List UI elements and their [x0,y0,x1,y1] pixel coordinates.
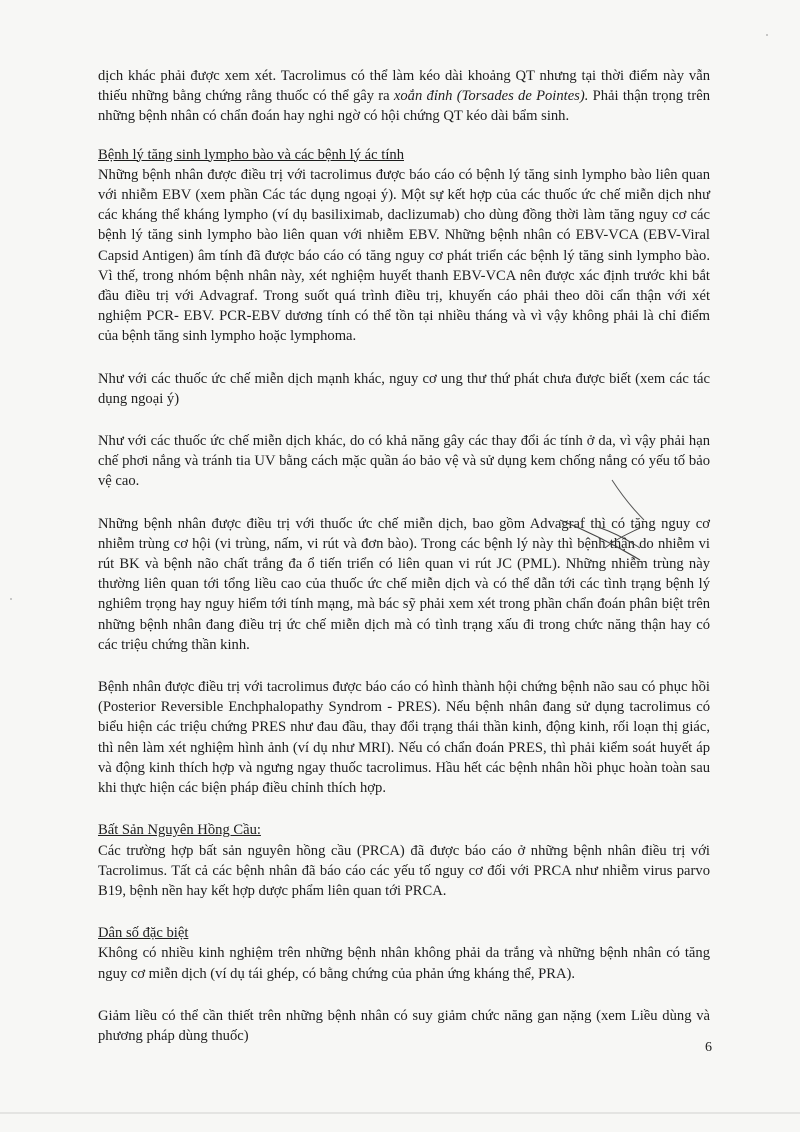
heading-lymphoproliferative: Bệnh lý tăng sinh lympho bào và các bệnh lý ác tính [98,146,404,163]
paragraph-hepatic-dose: Giảm liều có thể cần thiết trên những bệnh nhân có suy giảm chức năng gan nặng (xem Liều dùng và phương pháp dùng thuốc) [98,1007,710,1044]
paragraph-non-white: Không có nhiều kinh nghiệm trên những bệnh nhân không phải da trắng và những bệnh nhân có tăng nguy cơ miễn dịch (ví dụ tái ghép, có bằng chứng của phản ứng kháng thể, PRA). [98,945,710,982]
paragraph-qt-prolongation: dịch khác phải được xem xét. Tacrolimus có thể làm kéo dài khoảng QT nhưng tại thời điểm này vẫn thiếu những bằng chứng rằng thuốc có thể gây ra xoắn đỉnh (Torsades de Pointes). Phải thận trọng trên những bệnh nhân có chẩn đoán hay nghi ngờ có hội chứng QT kéo dài bẩm sinh. [98,68,710,125]
paragraph-prca: Các trường hợp bất sản nguyên hồng cầu (PRCA) đã được báo cáo ở những bệnh nhân điều trị với Tacrolimus. Tất cả các bệnh nhân đã báo cáo các yếu tố nguy cơ đối với PRCA như nhiễm virus parvo B19, bệnh nền hay kết hợp dược phẩm liên quan tới PRCA. [98,842,710,899]
heading-special-populations: Dân số đặc biệt [98,925,189,942]
scan-speck [766,34,768,36]
paragraph-ebv: Những bệnh nhân được điều trị với tacrolimus được báo cáo có bệnh lý tăng sinh lympho bào liên quan với nhiễm EBV (xem phần Các tác dụng ngoại ý). Một sự kết hợp của các thuốc ức chế miễn dịch như các kháng thể kháng lympho (ví dụ basiliximab, daclizumab) cho dùng đồng thời làm tăng nguy cơ các bệnh lý tăng sinh lympho bào liên quan với nhiễm EBV. Những bệnh nhân có EBV-VCA (EBV-Viral Capsid Antigen) âm tính đã được báo cáo có tăng nguy cơ phát triển các bệnh lý tăng sinh lympho bào. Vì thế, trong nhóm bệnh nhân này, xét nghiệm huyết thanh EBV-VCA nên được xác định trước khi bắt đầu điều trị với Advagraf. Trong suốt quá trình điều trị, khuyến cáo phải theo dõi cẩn thận với xét nghiệm PCR- EBV. PCR-EBV dương tính có thể tồn tại nhiều tháng và vì vậy không phải là chỉ điểm của bệnh tăng sinh lympho hoặc lymphoma. [98,166,710,345]
paragraph-secondary-cancer: Như với các thuốc ức chế miễn dịch mạnh khác, nguy cơ ung thư thứ phát chưa được biết (xem các tác dụng ngoại ý) [98,370,710,407]
torsades-italic: xoắn đỉnh (Torsades de Pointes). [393,88,589,105]
paragraph-pres: Bệnh nhân được điều trị với tacrolimus được báo cáo có hình thành hội chứng bệnh não sau có phục hồi (Posterior Reversible Enchphalopathy Syndrom - PRES). Nếu bệnh nhân đang sử dụng tacrolimus có biểu hiện các triệu chứng PRES như đau đầu, thay đổi trạng thái thần kinh, động kinh, rối loạn thị giác, thì nên làm xét nghiệm hình ảnh (ví dụ như MRI). Nếu có chẩn đoán PRES, thì phải kiểm soát huyết áp và động kinh thích hợp và ngưng ngay thuốc tacrolimus. Hầu hết các bệnh nhân hồi phục hoàn toàn sau khi thực hiện các biện pháp điều chỉnh thích hợp. [98,679,710,797]
paragraph-opportunistic-infection: Những bệnh nhân được điều trị với thuốc ức chế miễn dịch, bao gồm Advagraf thì có tăng nguy cơ nhiễm trùng cơ hội (vi trùng, nấm, vi rút và đơn bào). Trong các bệnh lý này thì bệnh thận do nhiễm vi rút BK và bệnh não chất trắng đa ổ tiến triển có liên quan vi rút JC (PML). Những nhiễm trùng này thường liên quan tới tổng liều cao của thuốc ức chế miễn dịch và có thể dẫn tới các tình trạng bệnh lý nghiêm trọng hay nguy hiểm tới tính mạng, mà bác sỹ phải xem xét trong phần chẩn đoán phân biệt trên những bệnh nhân đang điều trị ức chế miễn dịch mà có tình trạng xấu đi trong chức năng thận hay có các triệu chứng thần kinh. [98,515,710,653]
heading-prca: Bất Sản Nguyên Hồng Cầu: [98,822,261,839]
scan-edge-line [0,1112,800,1114]
paragraph-skin-uv: Như với các thuốc ức chế miễn dịch khác, do có khả năng gây các thay đổi ác tính ở da, vì vậy phải hạn chế phơi nắng và tránh tia UV bằng cách mặc quần áo bảo vệ và sử dụng kem chống nắng có yếu tố bảo vệ cao. [98,433,710,490]
scan-speck [10,598,12,600]
document-body [98,66,710,1066]
page-number: 6 [705,1040,712,1055]
